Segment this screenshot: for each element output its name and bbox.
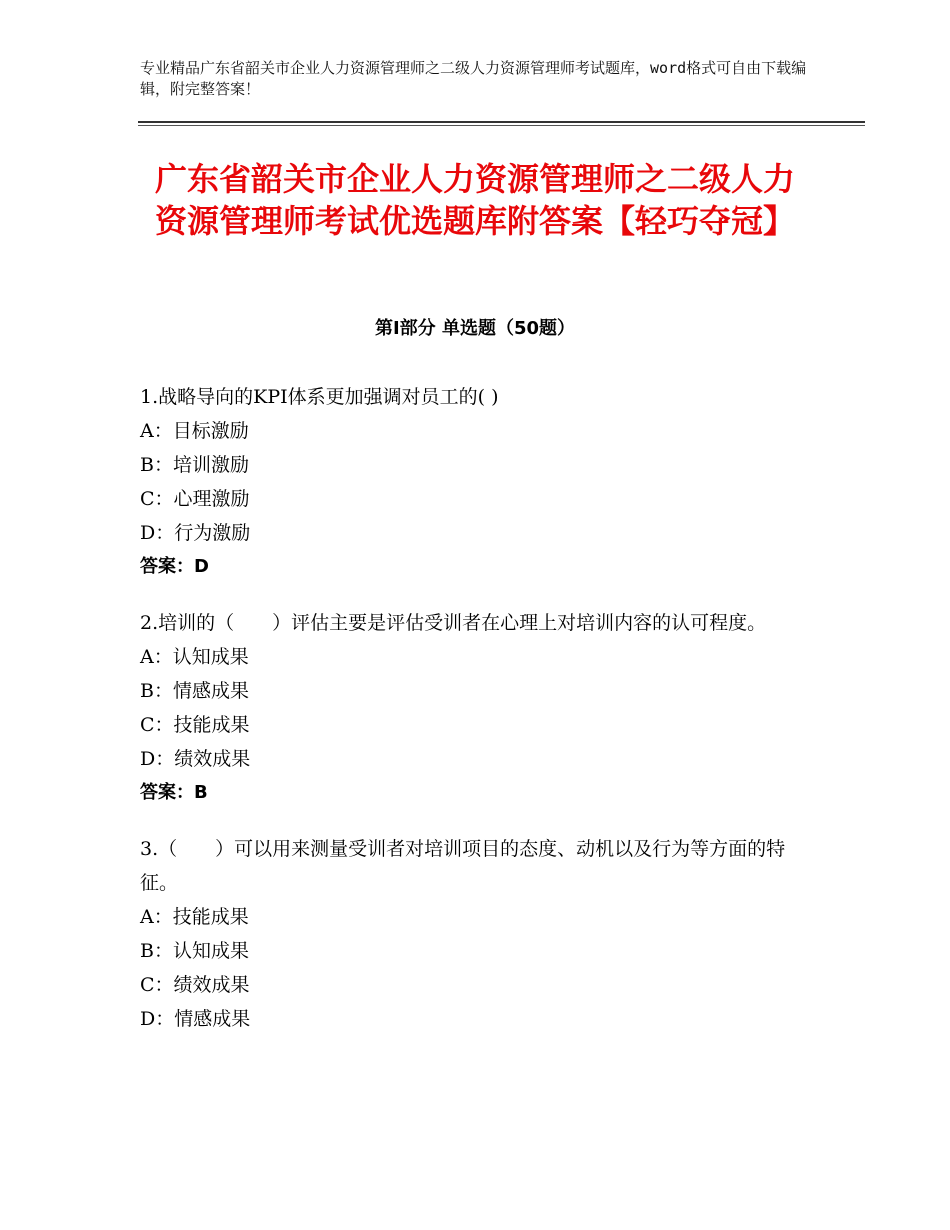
option-b: B：培训激励 (140, 454, 249, 476)
section-heading: 第Ⅰ部分 单选题（50题） (374, 318, 575, 339)
question-text: 2.培训的（ ）评估主要是评估受训者在心理上对培训内容的认可程度。 (140, 612, 767, 634)
option-b: B：认知成果 (140, 940, 249, 962)
question-3 (140, 832, 810, 1036)
option-a: A：技能成果 (140, 906, 249, 928)
question-text: 1.战略导向的KPI体系更加强调对员工的( ) (140, 386, 499, 408)
question-1 (140, 380, 810, 584)
answer: 答案：D (140, 556, 209, 577)
option-a: A：目标激励 (140, 420, 249, 442)
document-title: 广东省韶关市企业人力资源管理师之二级人力资源管理师考试优选题库附答案【轻巧夺冠】 (154, 160, 795, 240)
header-rule-thin (138, 125, 865, 126)
option-c: C：技能成果 (140, 714, 250, 736)
question-2 (140, 606, 810, 810)
option-d: D：行为激励 (140, 522, 251, 544)
option-c: C：绩效成果 (140, 974, 250, 996)
answer: 答案：B (140, 782, 208, 803)
option-d: D：情感成果 (140, 1008, 251, 1030)
header-note: 专业精品广东省韶关市企业人力资源管理师之二级人力资源管理师考试题库，word格式可自由下载编辑，附完整答案！ (140, 59, 807, 98)
question-list (140, 380, 810, 1058)
option-a: A：认知成果 (140, 646, 249, 668)
option-b: B：情感成果 (140, 680, 249, 702)
option-d: D：绩效成果 (140, 748, 251, 770)
question-text: 3.（ ）可以用来测量受训者对培训项目的态度、动机以及行为等方面的特征。 (140, 838, 786, 894)
option-c: C：心理激励 (140, 488, 250, 510)
header-rule-thick (138, 121, 865, 123)
